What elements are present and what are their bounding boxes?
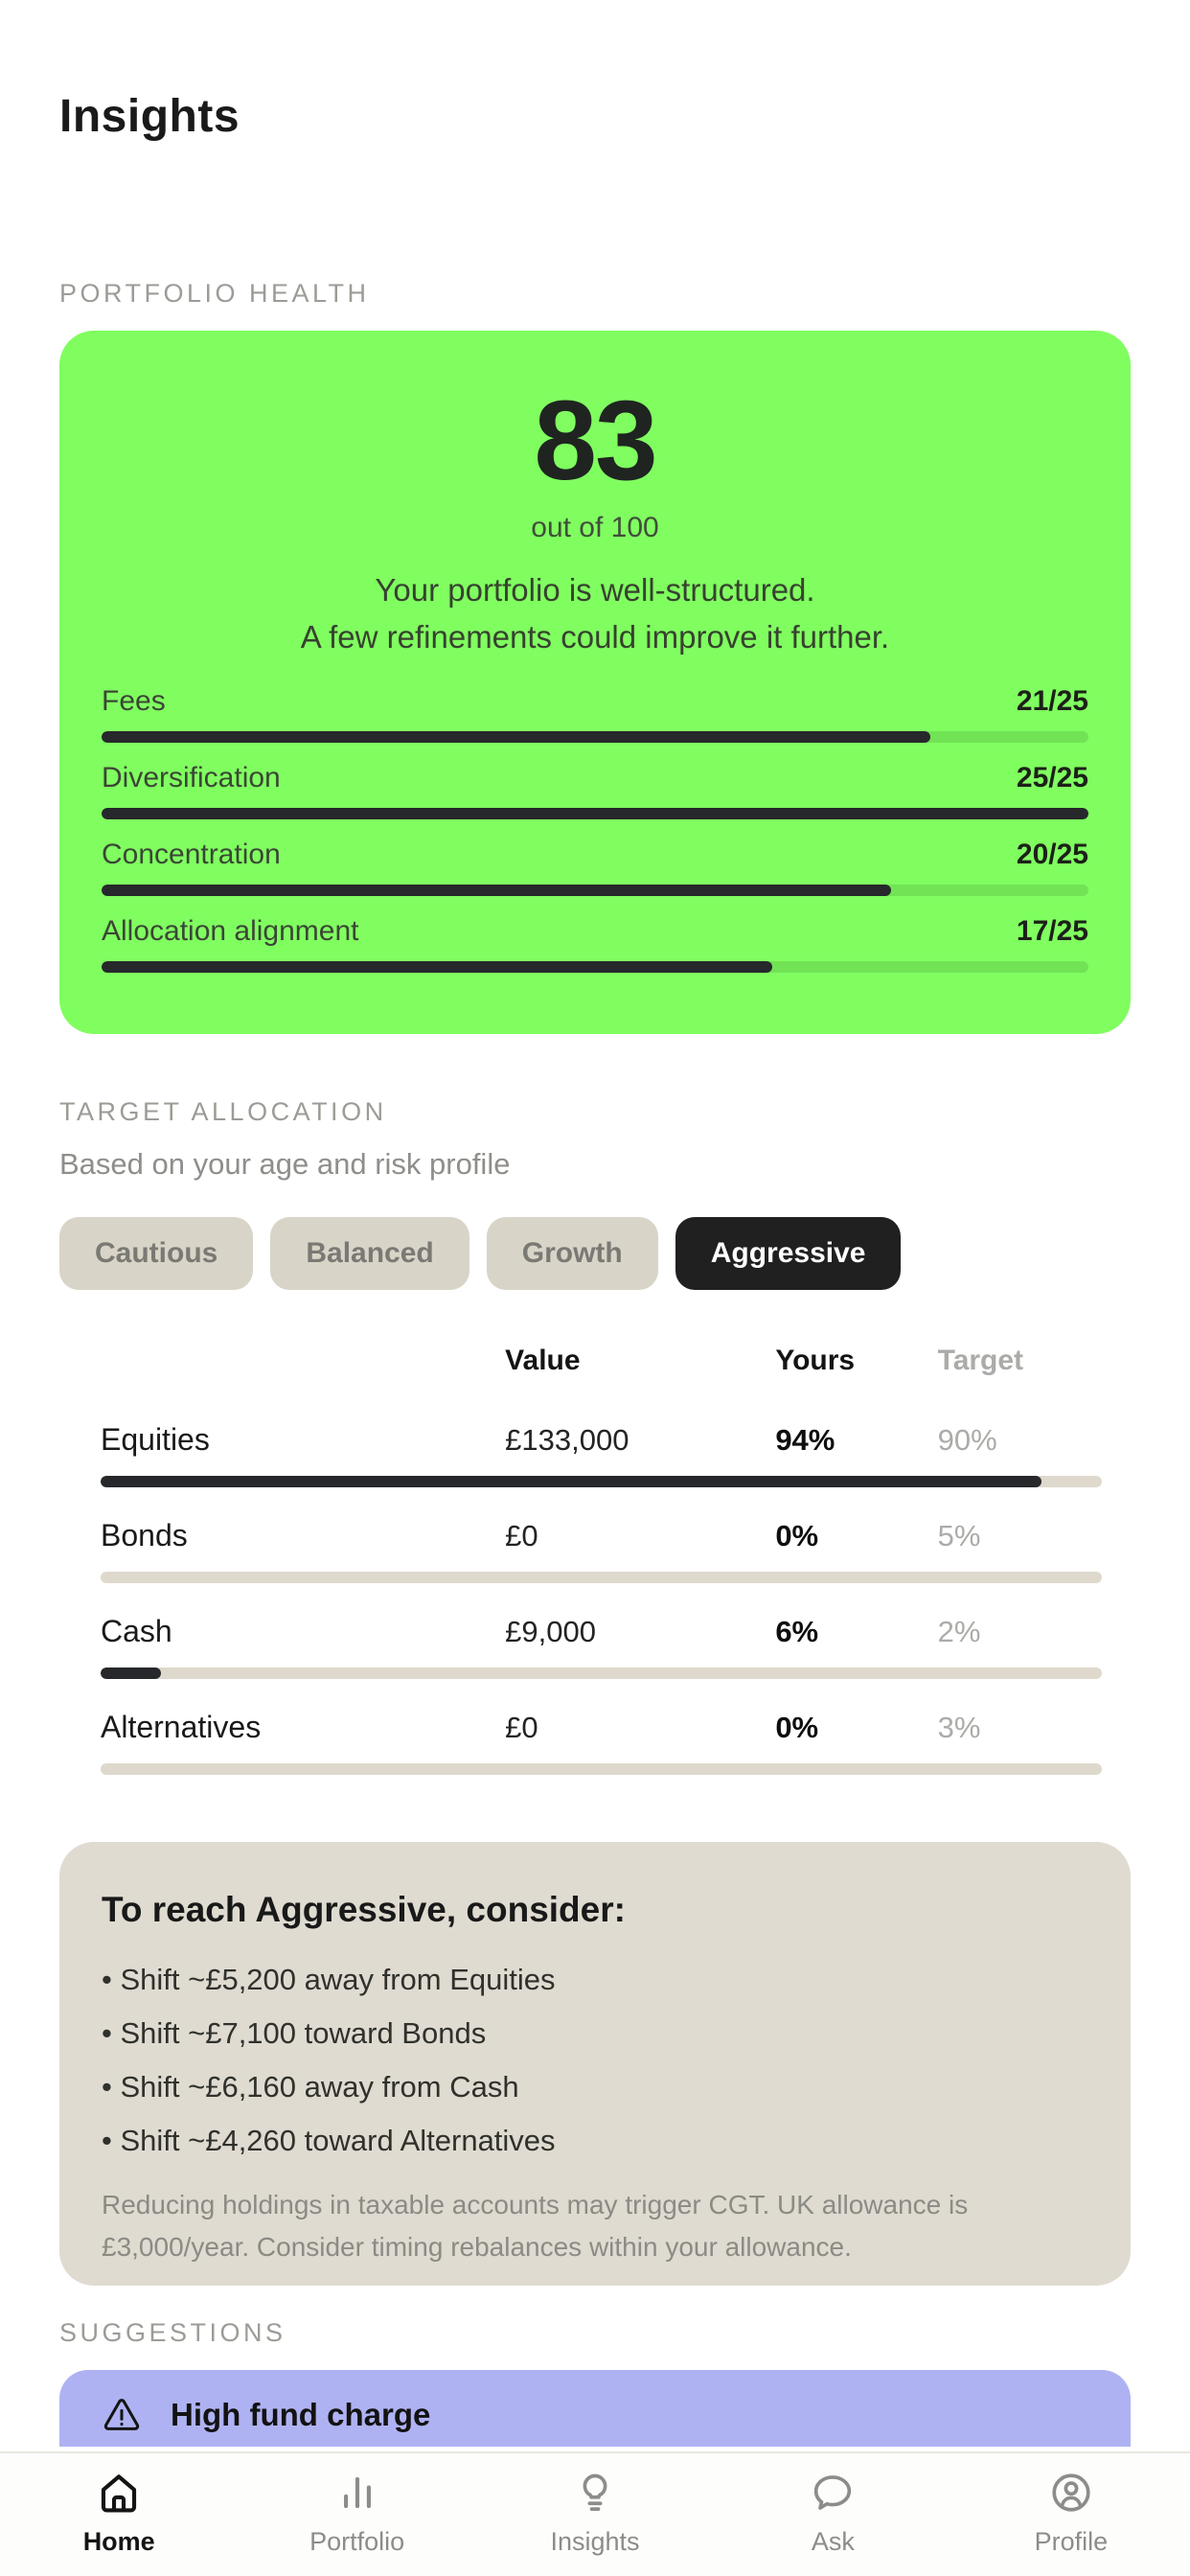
asset-value: £9,000 xyxy=(505,1615,596,1649)
profile-pill-aggressive[interactable]: Aggressive xyxy=(675,1217,902,1290)
suggestions-section-label: SUGGESTIONS xyxy=(59,2318,286,2348)
asset-target-pct: 2% xyxy=(937,1615,981,1649)
cgt-note: Reducing holdings in taxable accounts may trigger CGT. UK allowance is £3,000/year. Consider timing rebalances within your allowance. xyxy=(102,2190,969,2263)
tab-home[interactable] xyxy=(0,2468,238,2576)
asset-name: Cash xyxy=(101,1614,172,1649)
asset-yours-pct: 0% xyxy=(775,1519,819,1553)
asset-name: Alternatives xyxy=(101,1710,262,1745)
suggestion-title: High fund charge xyxy=(171,2397,431,2433)
target-allocation-subtitle: Based on your age and risk profile xyxy=(59,1147,511,1182)
metric-label: Fees xyxy=(102,685,166,718)
metric-concentration xyxy=(102,839,1088,896)
metric-fees xyxy=(102,685,1088,743)
tab-label: Ask xyxy=(811,2527,855,2556)
table-row-bonds xyxy=(101,1516,1102,1583)
asset-yours-pct: 94% xyxy=(775,1423,835,1458)
profile-pill-growth[interactable]: Growth xyxy=(487,1217,658,1290)
rebalance-list xyxy=(102,1961,1088,2159)
asset-bar-track xyxy=(101,1763,1102,1775)
tab-label: Portfolio xyxy=(309,2527,405,2556)
asset-target-pct: 3% xyxy=(937,1711,981,1745)
metric-label: Concentration xyxy=(102,839,281,871)
metric-label: Diversification xyxy=(102,762,281,794)
asset-bar-fill xyxy=(101,1668,161,1679)
metric-score: 21/25 xyxy=(1016,685,1088,718)
metric-allocation-alignment xyxy=(102,915,1088,973)
metric-diversification xyxy=(102,762,1088,819)
allocation-table xyxy=(101,1344,1102,1775)
health-score-denominator: out of 100 xyxy=(531,512,659,544)
suggestion-card-high-fund-charge[interactable] xyxy=(59,2370,1131,2447)
health-summary xyxy=(102,566,1088,660)
metric-bar-track xyxy=(102,961,1088,973)
tab-portfolio[interactable] xyxy=(238,2468,475,2576)
tab-profile[interactable] xyxy=(952,2468,1190,2576)
asset-yours-pct: 0% xyxy=(775,1711,819,1745)
tab-label: Profile xyxy=(1034,2527,1109,2556)
metric-bar-fill xyxy=(102,731,930,743)
table-row-alternatives xyxy=(101,1708,1102,1775)
asset-bar-track xyxy=(101,1476,1102,1487)
metric-bar-track xyxy=(102,808,1088,819)
asset-bar-track xyxy=(101,1668,1102,1679)
tab-label: Home xyxy=(82,2527,155,2556)
target-allocation-section-label: TARGET ALLOCATION xyxy=(59,1097,387,1127)
asset-yours-pct: 6% xyxy=(775,1615,819,1649)
asset-name: Bonds xyxy=(101,1518,188,1553)
profile-pill-balanced[interactable]: Balanced xyxy=(270,1217,469,1290)
metric-bar-track xyxy=(102,731,1088,743)
rebalance-item: • Shift ~£4,260 toward Alternatives xyxy=(102,2124,556,2158)
rebalance-item: • Shift ~£6,160 away from Cash xyxy=(102,2070,519,2104)
bottom-tab-bar xyxy=(0,2451,1190,2576)
asset-value: £133,000 xyxy=(505,1423,629,1458)
page-title: Insights xyxy=(59,91,240,142)
metric-bar-fill xyxy=(102,961,772,973)
rebalance-item: • Shift ~£7,100 toward Bonds xyxy=(102,2016,487,2051)
asset-bar-track xyxy=(101,1572,1102,1583)
header-target: Target xyxy=(937,1345,1024,1377)
tab-label: Insights xyxy=(550,2527,640,2556)
asset-value: £0 xyxy=(505,1519,538,1553)
asset-value: £0 xyxy=(505,1711,538,1745)
table-row-cash xyxy=(101,1612,1102,1679)
warning-icon xyxy=(100,2393,144,2437)
rebalance-item: • Shift ~£5,200 away from Equities xyxy=(102,1963,556,1997)
portfolio-health-section-label: PORTFOLIO HEALTH xyxy=(59,279,370,309)
header-value: Value xyxy=(505,1345,581,1377)
metric-score: 17/25 xyxy=(1016,915,1088,948)
allocation-table-header xyxy=(101,1344,1102,1378)
table-row-equities xyxy=(101,1420,1102,1487)
profile-icon xyxy=(1046,2468,1096,2518)
health-summary-line1: Your portfolio is well-structured. xyxy=(375,572,815,609)
health-score: 83 xyxy=(534,378,656,505)
asset-name: Equities xyxy=(101,1422,210,1458)
asset-target-pct: 90% xyxy=(937,1423,997,1458)
rebalance-suggestion-card xyxy=(59,1842,1131,2286)
asset-bar-fill xyxy=(101,1476,1041,1487)
lightbulb-icon xyxy=(570,2468,620,2518)
asset-target-pct: 5% xyxy=(937,1519,981,1553)
metric-bar-fill xyxy=(102,885,891,896)
home-icon xyxy=(94,2468,144,2518)
metric-score: 25/25 xyxy=(1016,762,1088,794)
chat-bubble-icon xyxy=(808,2468,858,2518)
profile-pill-cautious[interactable]: Cautious xyxy=(59,1217,253,1290)
metric-score: 20/25 xyxy=(1016,839,1088,871)
risk-profile-pills xyxy=(59,1217,1131,1290)
rebalance-title: To reach Aggressive, consider: xyxy=(102,1890,626,1930)
tab-insights[interactable] xyxy=(476,2468,714,2576)
health-metrics xyxy=(102,685,1088,973)
portfolio-health-card xyxy=(59,331,1131,1034)
health-summary-line2: A few refinements could improve it further. xyxy=(300,619,890,656)
metric-bar-fill xyxy=(102,808,1088,819)
bar-chart-icon xyxy=(332,2468,382,2518)
tab-ask[interactable] xyxy=(714,2468,951,2576)
metric-bar-track xyxy=(102,885,1088,896)
header-yours: Yours xyxy=(775,1345,856,1377)
metric-label: Allocation alignment xyxy=(102,915,359,948)
